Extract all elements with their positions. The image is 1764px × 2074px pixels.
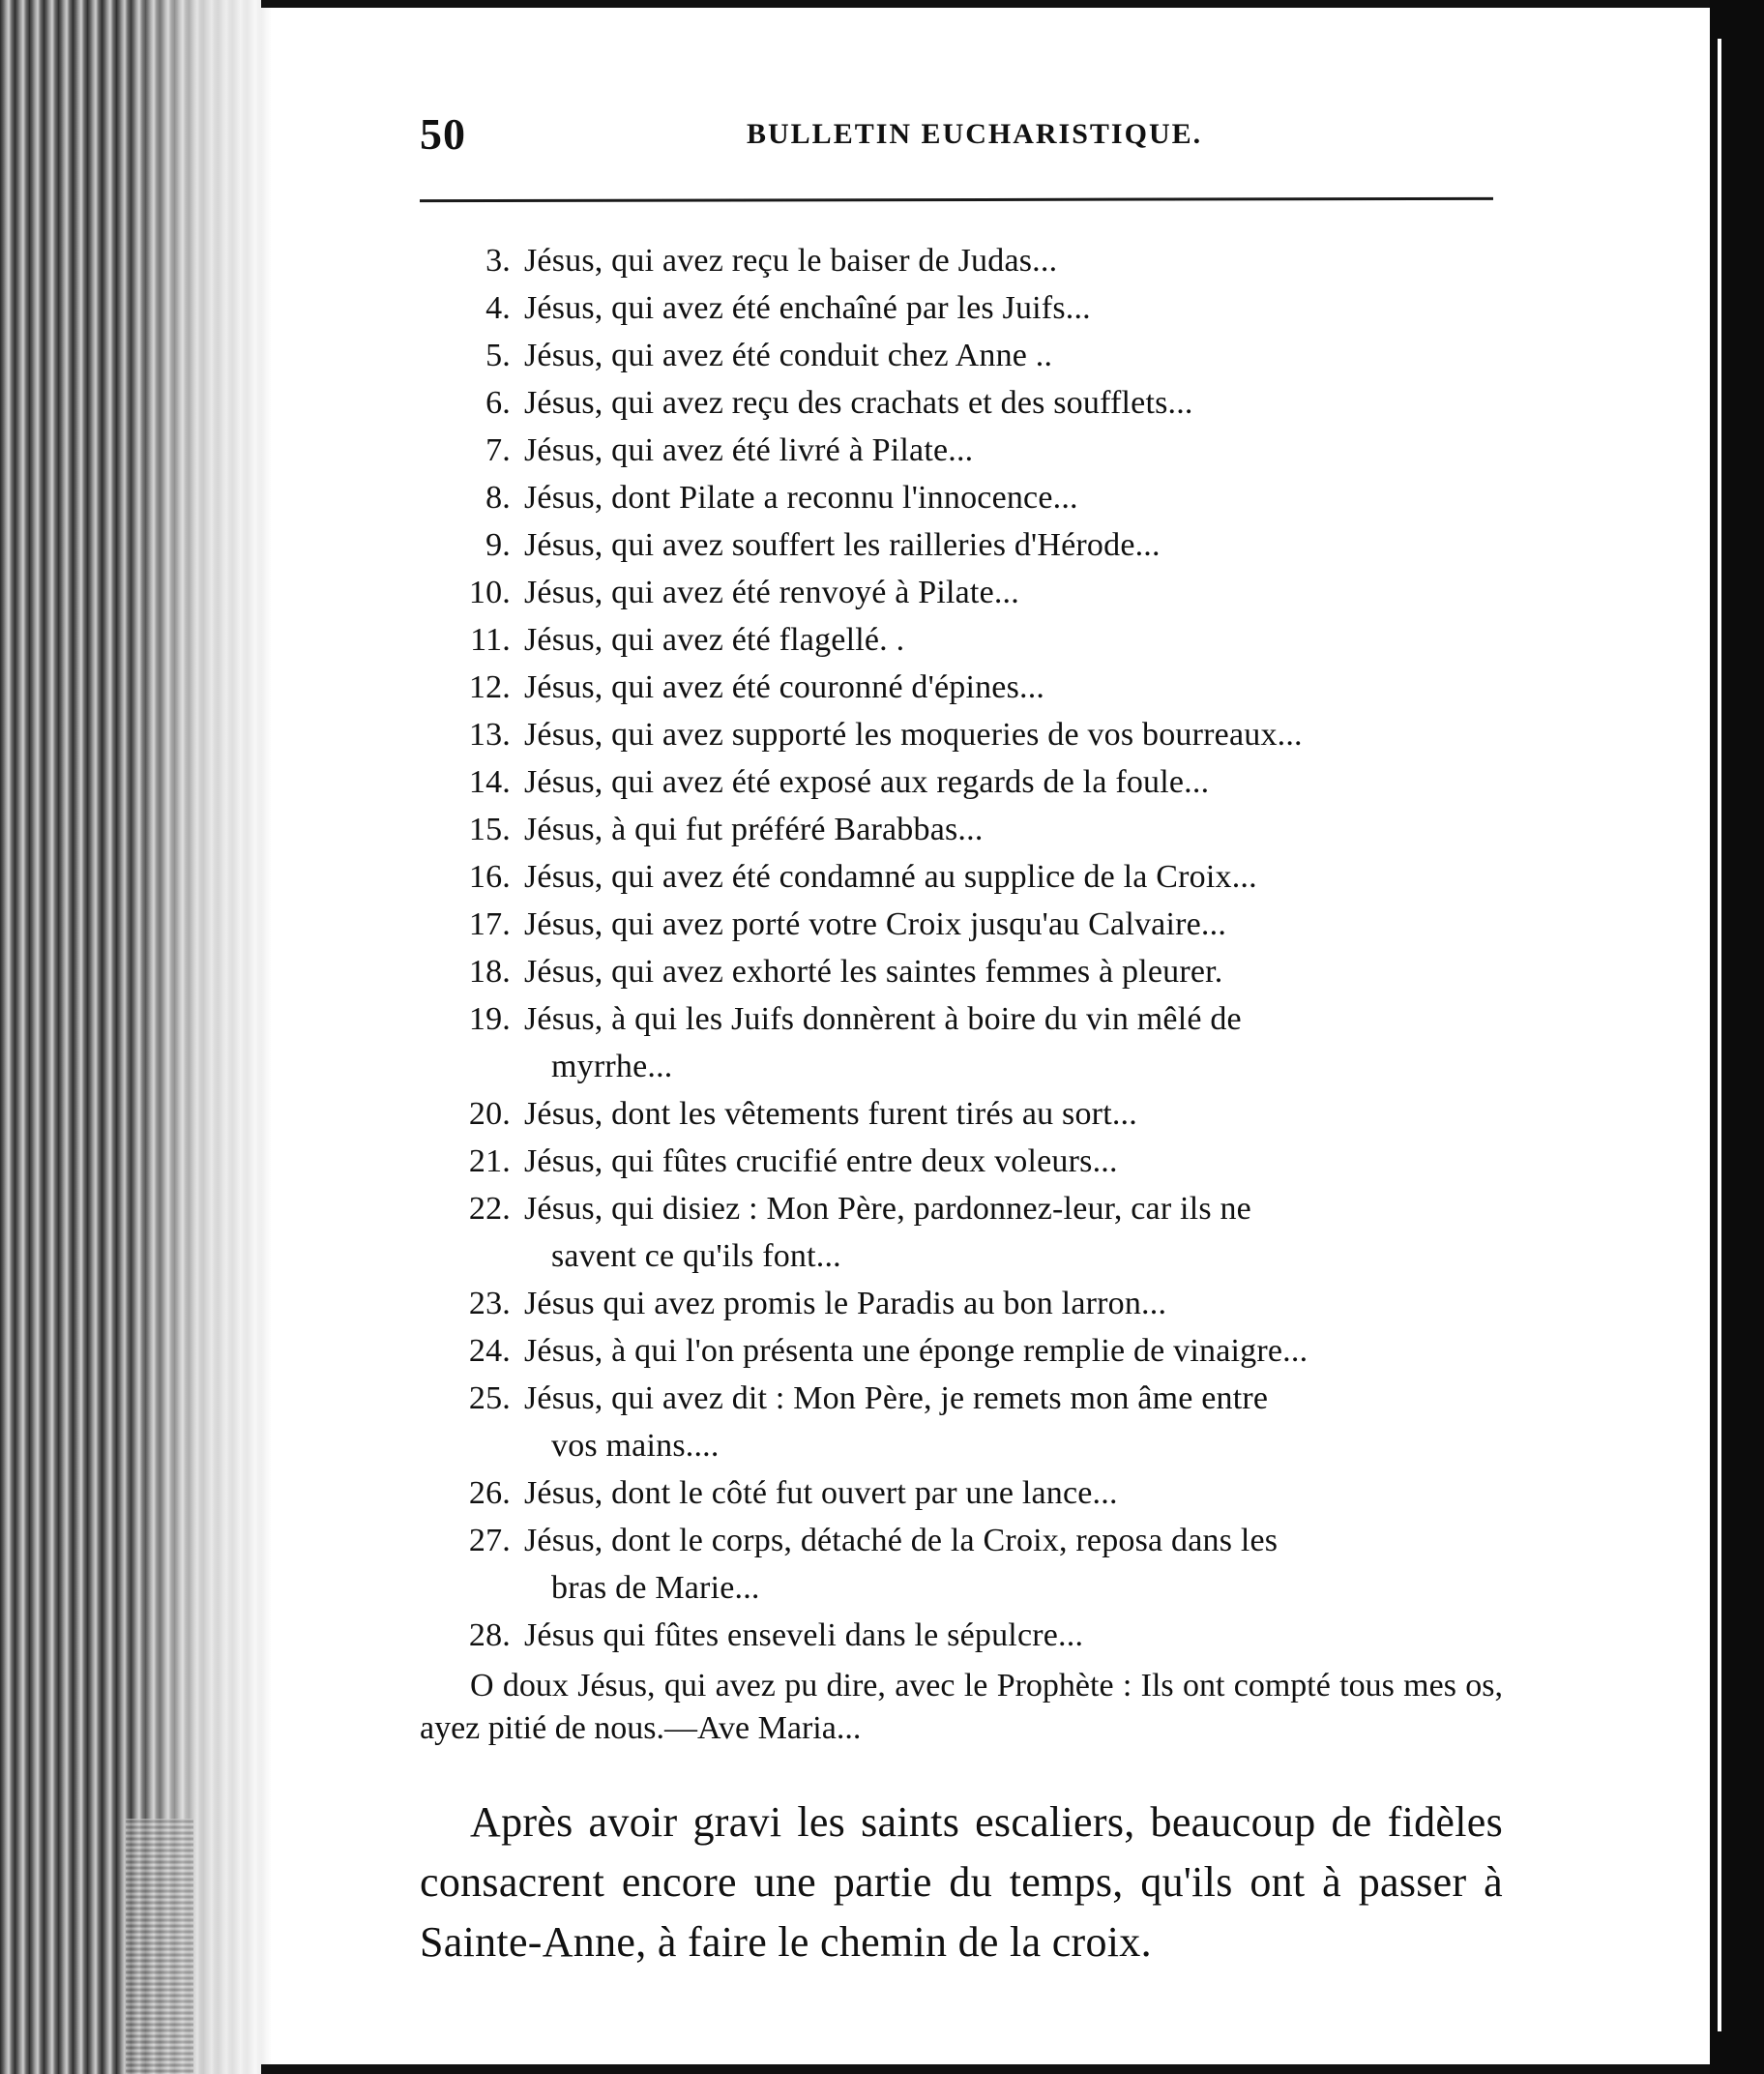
litany-item-text <box>524 1327 1513 1375</box>
litany-items <box>420 237 1513 1659</box>
litany-item-text <box>524 1090 1513 1138</box>
litany-item-number: 3. <box>485 243 511 279</box>
litany-item-line: Jésus, qui avez été exposé aux regards de la foule... <box>524 764 1210 800</box>
litany-item <box>420 1185 1513 1280</box>
litany-item-text <box>524 1469 1513 1517</box>
litany-item-number: 27. <box>468 1523 511 1558</box>
litany-item-number: 23. <box>468 1286 511 1321</box>
page-number: 50 <box>420 109 466 159</box>
litany-list <box>420 237 1513 2015</box>
litany-item-number: 21. <box>468 1143 511 1179</box>
litany-item-text <box>524 332 1513 379</box>
litany-item <box>420 427 1513 474</box>
litany-item-line: Jésus, qui avez été livré à Pilate... <box>524 432 974 468</box>
litany-item-number: 10. <box>468 575 511 610</box>
litany-item-line: Jésus qui avez promis le Paradis au bon larron... <box>524 1286 1167 1321</box>
litany-item <box>420 616 1513 664</box>
litany-item-text <box>524 379 1513 427</box>
litany-item-line: Jésus, dont Pilate a reconnu l'innocence... <box>524 480 1078 516</box>
scan-bottom-border <box>261 2064 1764 2074</box>
header-rule <box>420 197 1493 202</box>
litany-item-number: 15. <box>468 812 511 847</box>
litany-item <box>420 1375 1513 1469</box>
litany-item-line: Jésus, qui avez été couronné d'épines... <box>524 669 1045 705</box>
litany-item-line: Jésus, qui disiez : Mon Père, pardonnez-leur, car ils ne <box>524 1191 1251 1227</box>
litany-item-number: 4. <box>485 290 511 326</box>
book-page-edges-bottom <box>126 1819 193 2074</box>
litany-item-number: 8. <box>485 480 511 516</box>
litany-item-line: Jésus, qui avez supporté les moqueries de vos bourreaux... <box>524 717 1303 753</box>
litany-item-text <box>524 948 1513 995</box>
litany-item-number: 26. <box>468 1475 511 1511</box>
litany-item-text <box>524 1185 1513 1280</box>
page-content <box>420 97 1513 1966</box>
litany-item-text <box>524 1517 1513 1612</box>
litany-item-number: 25. <box>468 1380 511 1416</box>
litany-item <box>420 758 1513 806</box>
litany-item-text <box>524 569 1513 616</box>
litany-item <box>420 1090 1513 1138</box>
litany-item-continuation: myrrhe... <box>551 1049 673 1084</box>
litany-item-text <box>524 237 1513 284</box>
litany-item <box>420 948 1513 995</box>
litany-item <box>420 995 1513 1090</box>
litany-item-line: Jésus, qui avez souffert les railleries d'Hérode... <box>524 527 1161 563</box>
litany-item-text <box>524 853 1513 901</box>
litany-item-number: 24. <box>468 1333 511 1369</box>
litany-item-line: Jésus, dont le corps, détaché de la Croix, reposa dans les <box>524 1523 1279 1558</box>
litany-item-text <box>524 521 1513 569</box>
litany-item-text <box>524 1612 1513 1659</box>
litany-item <box>420 901 1513 948</box>
litany-item-continuation: bras de Marie... <box>551 1570 760 1606</box>
litany-item-text <box>524 474 1513 521</box>
litany-item <box>420 1280 1513 1327</box>
litany-item <box>420 474 1513 521</box>
litany-item-number: 28. <box>468 1617 511 1653</box>
page-header <box>420 97 1513 164</box>
litany-item-line: Jésus, qui fûtes crucifié entre deux voleurs... <box>524 1143 1118 1179</box>
litany-item <box>420 1469 1513 1517</box>
litany-item <box>420 1517 1513 1612</box>
litany-item-text <box>524 1138 1513 1185</box>
book-page-edges <box>0 0 271 2074</box>
litany-item-number: 16. <box>468 859 511 895</box>
litany-item-number: 18. <box>468 954 511 990</box>
litany-item-line: Jésus, qui avez été condamné au supplice de la Croix... <box>524 859 1257 895</box>
litany-item-number: 13. <box>468 717 511 753</box>
litany-item-line: Jésus, qui avez été conduit chez Anne .. <box>524 338 1053 373</box>
litany-item-text <box>524 284 1513 332</box>
litany-item-line: Jésus, qui avez porté votre Croix jusqu'au Calvaire... <box>524 906 1227 942</box>
body-paragraph: Après avoir gravi les saints escaliers, beaucoup de fidèles consacrent encore une partie du temps, qu'ils ont à passer à Sainte-Anne, à faire le chemin de la croix. <box>420 1798 1503 1966</box>
litany-item <box>420 806 1513 853</box>
litany-item-line: Jésus, qui avez reçu le baiser de Judas... <box>524 243 1058 279</box>
litany-item <box>420 569 1513 616</box>
closing-invocation: O doux Jésus, qui avez pu dire, avec le Prophète : Ils ont compté tous mes os, ayez pitié de nous.—Ave Maria... <box>420 1668 1503 1746</box>
scan-top-border <box>261 0 1764 8</box>
litany-item <box>420 237 1513 284</box>
litany-item-text <box>524 806 1513 853</box>
litany-item-text <box>524 1375 1513 1469</box>
litany-item-line: Jésus, à qui les Juifs donnèrent à boire du vin mêlé de <box>524 1001 1242 1037</box>
litany-item-continuation: vos mains.... <box>551 1428 720 1464</box>
litany-item-line: Jésus, qui avez été renvoyé à Pilate... <box>524 575 1019 610</box>
litany-item-line: Jésus, qui avez reçu des crachats et des soufflets... <box>524 385 1193 421</box>
litany-item <box>420 1138 1513 1185</box>
litany-item-line: Jésus, qui avez été enchaîné par les Juifs... <box>524 290 1091 326</box>
litany-item-line: Jésus, à qui fut préféré Barabbas... <box>524 812 984 847</box>
litany-item-number: 19. <box>468 1001 511 1037</box>
litany-item-number: 17. <box>468 906 511 942</box>
litany-item <box>420 332 1513 379</box>
litany-item <box>420 853 1513 901</box>
litany-item-text <box>524 1280 1513 1327</box>
litany-item <box>420 1327 1513 1375</box>
litany-item <box>420 1612 1513 1659</box>
litany-item-line: Jésus, qui avez exhorté les saintes femmes à pleurer. <box>524 954 1223 990</box>
litany-item-number: 12. <box>468 669 511 705</box>
litany-item-line: Jésus, qui avez dit : Mon Père, je remets mon âme entre <box>524 1380 1269 1416</box>
litany-item-number: 11. <box>470 622 511 658</box>
litany-item-line: Jésus, qui avez été flagellé. . <box>524 622 905 658</box>
litany-item-number: 14. <box>468 764 511 800</box>
litany-item-text <box>524 664 1513 711</box>
litany-item-number: 5. <box>485 338 511 373</box>
litany-item-line: Jésus, à qui l'on présenta une éponge remplie de vinaigre... <box>524 1333 1308 1369</box>
litany-item-number: 7. <box>485 432 511 468</box>
litany-item-text <box>524 711 1513 758</box>
litany-item-line: Jésus, dont les vêtements furent tirés au sort... <box>524 1096 1137 1132</box>
litany-item-text <box>524 901 1513 948</box>
litany-item-number: 22. <box>468 1191 511 1227</box>
litany-item-text <box>524 616 1513 664</box>
litany-item-number: 6. <box>485 385 511 421</box>
litany-item-continuation: savent ce qu'ils font... <box>551 1238 841 1274</box>
litany-item <box>420 379 1513 427</box>
litany-item-text <box>524 995 1513 1090</box>
litany-item <box>420 664 1513 711</box>
litany-item <box>420 711 1513 758</box>
running-title: BULLETIN EUCHARISTIQUE. <box>747 118 1203 150</box>
litany-item-text <box>524 758 1513 806</box>
litany-item-line: Jésus qui fûtes enseveli dans le sépulcre... <box>524 1617 1084 1653</box>
litany-item <box>420 521 1513 569</box>
litany-item-number: 20. <box>468 1096 511 1132</box>
litany-item-line: Jésus, dont le côté fut ouvert par une lance... <box>524 1475 1118 1511</box>
scan-right-border <box>1710 0 1764 2074</box>
litany-item-text <box>524 427 1513 474</box>
litany-item-number: 9. <box>485 527 511 563</box>
litany-item <box>420 284 1513 332</box>
